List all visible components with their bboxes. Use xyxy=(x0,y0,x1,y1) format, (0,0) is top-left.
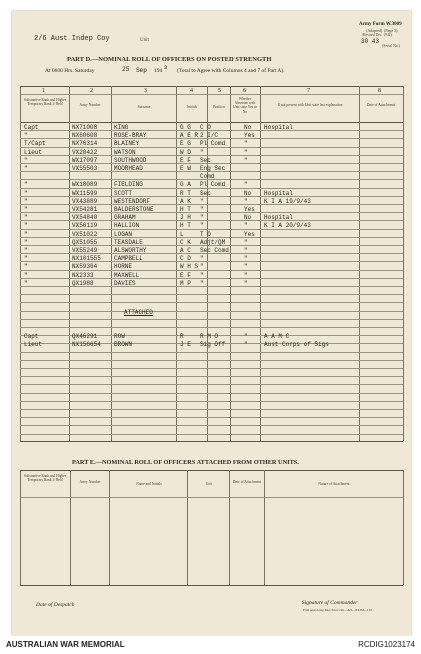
cell-surname: DAVIES xyxy=(114,279,136,287)
cell-army-number: VX55249 xyxy=(72,247,98,254)
serial-number: 30 43 xyxy=(361,38,380,45)
cell-absentee: " xyxy=(244,279,248,287)
cell-absentee: " xyxy=(244,247,248,254)
e-col-4 xyxy=(229,470,230,585)
header-date-attachment: Date of Attachment xyxy=(366,103,396,107)
cell-surname: WATSON xyxy=(114,148,136,156)
cell-initials: E F xyxy=(180,156,191,164)
table-row xyxy=(12,247,411,255)
cell-rank: " xyxy=(24,263,28,271)
cell-surname: ROSE-BRAY xyxy=(114,132,147,140)
cell-position: " xyxy=(200,222,204,230)
cell-army-number: QX46291 xyxy=(72,333,98,340)
cell-army-number: NX59364 xyxy=(72,263,98,271)
table-row xyxy=(12,181,411,189)
cell-surname: GRAHAM xyxy=(114,214,136,222)
e-col-2 xyxy=(109,470,110,585)
e-col-1 xyxy=(70,470,71,585)
cell-rank: T/Capt xyxy=(24,140,46,148)
cell-initials: R xyxy=(180,333,184,340)
form-revised: (Revised Dec. 1942) xyxy=(362,33,392,37)
cell-initials: R T xyxy=(180,189,191,197)
total-note: (Total to Agree with Columns 4 and 7 of Part A). xyxy=(177,68,285,74)
cell-position: " xyxy=(200,255,204,263)
cell-surname: HALLION xyxy=(114,222,140,230)
cell-position: Sec Comd xyxy=(200,247,229,254)
table-row xyxy=(12,173,411,181)
cell-army-number: NX76314 xyxy=(72,140,98,148)
header-initials: Initials xyxy=(187,105,197,109)
cell-initials: W H S xyxy=(180,263,199,271)
table-row xyxy=(12,206,411,214)
cell-initials: M P xyxy=(180,279,191,287)
col-number-5: 5 xyxy=(218,88,221,94)
e-col-left xyxy=(20,470,21,585)
table-row xyxy=(12,255,411,263)
cell-remarks: K I A 20/9/43 xyxy=(264,222,311,230)
cell-absentee: No xyxy=(244,214,252,222)
cell-initials: A E R xyxy=(180,132,199,140)
cell-position: R M O xyxy=(200,333,219,340)
table-row xyxy=(12,157,411,165)
row-rule xyxy=(20,393,403,394)
row-rule xyxy=(20,401,403,402)
cell-absentee: Yes xyxy=(244,230,255,238)
cell-surname: FIELDING xyxy=(114,181,143,189)
cell-rank: Capt xyxy=(24,333,39,340)
table-row xyxy=(12,231,411,239)
date-day: 25 xyxy=(122,66,130,73)
cell-rank: " xyxy=(24,189,28,197)
cell-initials: E W xyxy=(180,165,191,172)
cell-position: " xyxy=(200,271,204,279)
cell-surname: KING xyxy=(114,124,129,131)
table-row xyxy=(12,333,411,341)
table-row xyxy=(12,280,411,288)
header-army-number: Army Number xyxy=(79,103,101,107)
cell-rank: Capt xyxy=(24,124,39,131)
cell-rank: " xyxy=(24,214,28,222)
cell-army-number: VX51022 xyxy=(72,230,98,238)
table-row xyxy=(12,198,411,206)
archive-name: AUSTRALIAN WAR MEMORIAL xyxy=(6,640,125,649)
cell-army-number: QX51055 xyxy=(72,238,98,246)
cell-absentee: No xyxy=(244,189,252,197)
row-rule xyxy=(20,352,403,353)
cell-rank: " xyxy=(24,238,28,246)
cell-surname: SCOTT xyxy=(114,189,133,197)
cell-absentee: " xyxy=(244,263,248,271)
table-bottom-rule xyxy=(20,441,403,442)
cell-army-number: NX156654 xyxy=(72,341,101,349)
cell-absentee: " xyxy=(244,238,248,246)
archive-id: RCDIG1023174 xyxy=(358,640,415,649)
date-month: Sep xyxy=(136,67,147,74)
col-number-3: 3 xyxy=(144,88,147,94)
cell-absentee: " xyxy=(244,181,248,189)
cell-initials: E G xyxy=(180,140,191,148)
cell-army-number: NX101555 xyxy=(72,255,101,263)
cell-rank: " xyxy=(24,156,28,164)
col-number-7: 7 xyxy=(307,88,310,94)
row-rule xyxy=(20,360,403,361)
cell-position: Pl Comd xyxy=(200,181,226,189)
cell-rank: " xyxy=(24,132,28,140)
e-col-right xyxy=(403,470,404,585)
cell-surname: LOGAN xyxy=(114,230,133,238)
row-rule xyxy=(20,384,403,385)
row-rule xyxy=(20,409,403,410)
table-row xyxy=(12,124,411,132)
table-row xyxy=(12,272,411,280)
cell-absentee: " xyxy=(244,148,248,156)
cell-rank: " xyxy=(24,222,28,230)
cell-position: Adjt/QM xyxy=(200,238,226,246)
cell-position: Eng Sec xyxy=(200,165,226,172)
cell-position: " xyxy=(200,197,204,205)
cell-position: C O xyxy=(200,124,211,131)
e-col-3 xyxy=(187,470,188,585)
e-header-rank: Substantive Rank and Higher Temporary Rank if Held xyxy=(23,474,67,483)
cell-position: " xyxy=(200,206,204,213)
cell-remarks: Hospital xyxy=(264,189,293,197)
cell-initials: G A xyxy=(180,181,191,189)
cell-army-number: VX54281 xyxy=(72,206,98,213)
e-header-nature: Nature of Attachment xyxy=(318,482,350,486)
cell-surname: BALDERSTONE xyxy=(114,206,154,213)
row-rule xyxy=(20,294,403,295)
col-number-1: 1 xyxy=(42,88,45,94)
cell-rank: " xyxy=(24,165,28,172)
cell-army-number: VX43889 xyxy=(72,197,98,205)
cell-army-number: VX56119 xyxy=(72,222,98,230)
header-rank: Substantive Rank and Higher Temporary Rank if Held xyxy=(23,98,67,107)
cell-surname: TEASDALE xyxy=(114,238,143,246)
cell-position: Sec xyxy=(200,156,211,164)
cell-army-number: QX1988 xyxy=(72,279,94,287)
part-e-bottom-rule xyxy=(20,585,403,586)
cell-position: " xyxy=(200,148,204,156)
header-bottom-rule xyxy=(20,122,403,123)
table-row xyxy=(12,132,411,140)
archive-footer xyxy=(0,636,421,654)
header-explanation: If not present with Unit state last explanation xyxy=(277,103,343,107)
table-row xyxy=(12,222,411,230)
header-position: Position xyxy=(213,105,225,109)
part-e-title: PART E.—NOMINAL ROLL OF OFFICERS ATTACHED FROM OTHER UNITS. xyxy=(72,459,299,466)
cell-position: Pl Comd xyxy=(200,140,226,148)
signature-label: Signature of Commander xyxy=(302,600,358,606)
form-adapted: (Adapted) xyxy=(366,28,383,33)
row-rule xyxy=(20,368,403,369)
cell-rank: " xyxy=(24,181,28,189)
cell-surname: CAMPBELL xyxy=(114,255,143,263)
cell-rank: " xyxy=(24,255,28,263)
row-rule xyxy=(20,319,403,320)
cell-rank: " xyxy=(24,197,28,205)
cell-initials: E F xyxy=(180,271,191,279)
row-rule xyxy=(20,327,403,328)
cell-army-number: NX60608 xyxy=(72,132,98,140)
row-rule xyxy=(20,425,403,426)
e-header-date: Date of Attachment xyxy=(232,480,262,484)
cell-absentee: Yes xyxy=(244,206,255,213)
cell-remarks: Aust Corps of Sigs xyxy=(264,341,329,349)
cell-initials: C D xyxy=(180,255,191,263)
cell-absentee: " xyxy=(244,271,248,279)
cell-initials: L xyxy=(180,230,184,238)
cell-surname: MOORHEAD xyxy=(114,165,143,172)
col-number-8: 8 xyxy=(378,88,381,94)
cell-rank: " xyxy=(24,279,28,287)
cell-surname: HORNE xyxy=(114,263,133,271)
cell-initials: J H xyxy=(180,214,191,222)
cell-army-number: WX17097 xyxy=(72,156,98,164)
cell-surname: BROWN xyxy=(114,341,133,349)
at-time-label: At 0600 Hrs. Saturday xyxy=(45,68,95,74)
cell-initials: W D xyxy=(180,148,191,156)
cell-position: " xyxy=(200,263,204,271)
cell-surname: MAXWELL xyxy=(114,271,140,279)
cell-army-number: VX54840 xyxy=(72,214,98,222)
cell-army-number: WX18089 xyxy=(72,181,98,189)
cell-rank: " xyxy=(24,206,28,213)
cell-surname: SOUTHWOOD xyxy=(114,156,147,164)
table-row xyxy=(12,341,411,349)
row-rule xyxy=(20,302,403,303)
cell-position: 2 I/C xyxy=(200,132,219,140)
cell-initials: G G xyxy=(180,124,191,131)
e-header-army-number: Army Number xyxy=(79,480,101,484)
form-page xyxy=(12,11,411,636)
e-header-unit: Unit xyxy=(205,482,213,486)
cell-army-number: VX20422 xyxy=(72,148,98,156)
cell-absentee: Yes xyxy=(244,132,255,140)
cell-army-number: WX11599 xyxy=(72,189,98,197)
row-rule xyxy=(20,311,403,312)
unit-name: 2/6 Aust Indep Coy xyxy=(34,35,110,43)
table-row xyxy=(12,140,411,148)
cell-surname: ALSWORTHY xyxy=(114,247,147,254)
table-row xyxy=(12,149,411,157)
cell-position: Sec xyxy=(200,189,211,197)
cell-surname: BLAINEY xyxy=(114,140,140,148)
cell-army-number: NX2333 xyxy=(72,271,94,279)
cell-rank: " xyxy=(24,230,28,238)
table-row xyxy=(12,190,411,198)
year-suffix: 3 xyxy=(164,64,168,71)
cell-army-number: NX71008 xyxy=(72,124,98,131)
cell-position: Sig Off xyxy=(200,341,226,349)
cell-absentee: No xyxy=(244,124,252,131)
column-number-rule xyxy=(20,94,403,95)
part-e-header-rule xyxy=(20,497,403,498)
cell-absentee: " xyxy=(244,333,248,340)
serial-label: (Serial No.) xyxy=(382,44,400,48)
cell-initials: A K xyxy=(180,197,191,205)
row-rule xyxy=(20,434,403,435)
table-row xyxy=(12,263,411,271)
cell-absentee: " xyxy=(244,140,248,148)
cell-initials: H T xyxy=(180,206,191,213)
cell-remarks: A A M C xyxy=(264,333,290,340)
row-rule xyxy=(20,417,403,418)
header-absentee: Whether Absentee with Unit state Yes or No xyxy=(233,97,257,114)
cell-initials: C K xyxy=(180,238,191,246)
e-col-5 xyxy=(264,470,265,585)
cell-rank: Lieut xyxy=(24,341,43,349)
cell-rank: " xyxy=(24,247,28,254)
cell-absentee: " xyxy=(244,255,248,263)
cell-initials: A C xyxy=(180,247,191,254)
e-header-name: Name and Initials xyxy=(136,482,162,486)
col-number-2: 2 xyxy=(90,88,93,94)
cell-remarks: K I A 19/9/43 xyxy=(264,197,311,205)
cell-initials: H T xyxy=(180,222,191,230)
form-title: Army Form W.3009 xyxy=(359,22,402,27)
cell-remarks: Hospital xyxy=(264,124,293,131)
cell-position: T O xyxy=(200,230,211,238)
cell-remarks: Hospital xyxy=(264,214,293,222)
table-row xyxy=(12,165,411,173)
cell-position: " xyxy=(200,279,204,287)
cell-absentee: " xyxy=(244,156,248,164)
cell-absentee: " xyxy=(244,341,248,349)
cell-absentee: " xyxy=(244,222,248,230)
part-e-top-rule xyxy=(20,470,403,471)
header-surname: Surname xyxy=(137,105,151,109)
cell-rank: Lieut xyxy=(24,148,43,156)
cell-army-number: VX55503 xyxy=(72,165,98,172)
table-row xyxy=(12,214,411,222)
printer-note: Print Aust Army Mob Print Unit—A/3—8/43M—130 xyxy=(303,608,372,612)
year-prefix: 194 xyxy=(154,68,163,74)
table-top-rule xyxy=(20,86,403,87)
unit-label: Unit xyxy=(140,38,149,43)
cell-initials: J E xyxy=(180,341,191,349)
cell-surname: ROW xyxy=(114,333,125,340)
col-number-4: 4 xyxy=(190,88,193,94)
table-row xyxy=(12,239,411,247)
part-d-title: PART D.—NOMINAL ROLL OF OFFICERS ON POSTED STRENGTH xyxy=(67,56,272,63)
cell-rank: " xyxy=(24,271,28,279)
col-number-6: 6 xyxy=(243,88,246,94)
form-page-number: (Page 3) xyxy=(384,28,398,33)
cell-position: " xyxy=(200,214,204,222)
cell-position: Comd xyxy=(200,173,215,181)
date-of-despatch: Date of Despatch xyxy=(36,602,75,608)
attached-label: ATTACHED xyxy=(124,309,153,316)
cell-surname: WESTENDORF xyxy=(114,197,151,205)
cell-absentee: " xyxy=(244,197,248,205)
row-rule xyxy=(20,376,403,377)
